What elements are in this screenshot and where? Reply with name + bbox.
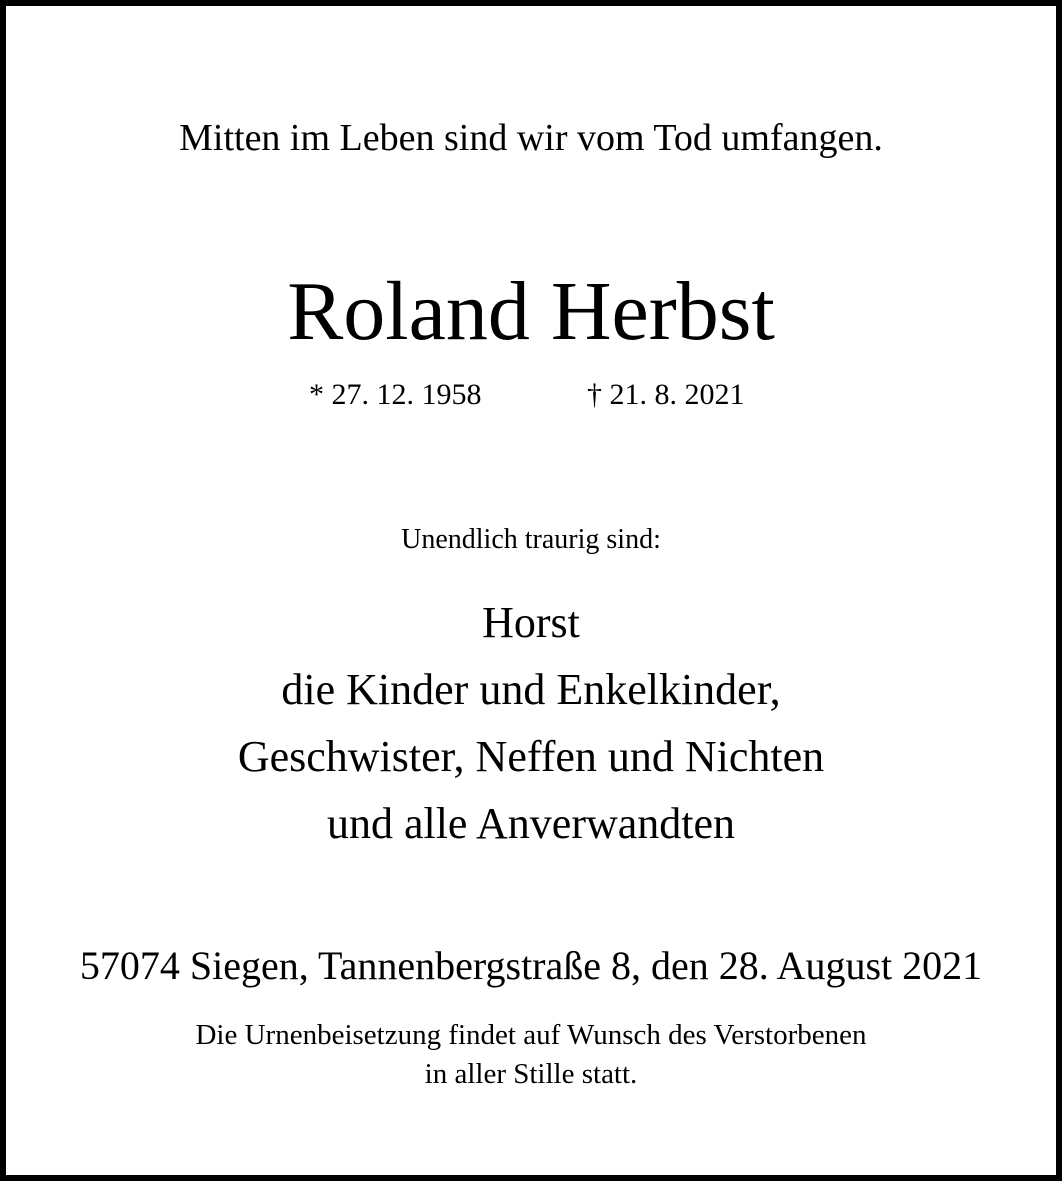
mourner-line: die Kinder und Enkelkinder, xyxy=(281,665,781,714)
birth-date: * 27. 12. 1958 xyxy=(309,378,482,411)
address-and-date: 57074 Siegen, Tannenbergstraße 8, den 28. August 2021 xyxy=(79,943,983,988)
death-date: † 21. 8. 2021 xyxy=(587,378,745,411)
mourner-line: Geschwister, Neffen und Nichten xyxy=(237,732,825,781)
burial-notice-line-1: Die Urnenbeisetzung findet auf Wunsch des Verstorbenen xyxy=(195,1019,867,1051)
motto-quote: Mitten im Leben sind wir vom Tod umfangen. xyxy=(179,117,883,159)
deceased-name: Roland Herbst xyxy=(287,265,775,358)
mourner-line: Horst xyxy=(482,598,580,647)
mourner-list xyxy=(6,589,1056,857)
mourners-intro: Unendlich traurig sind: xyxy=(401,524,661,555)
burial-notice-line-2: in aller Stille statt. xyxy=(424,1058,638,1090)
mourner-line: und alle Anverwandten xyxy=(326,799,736,848)
